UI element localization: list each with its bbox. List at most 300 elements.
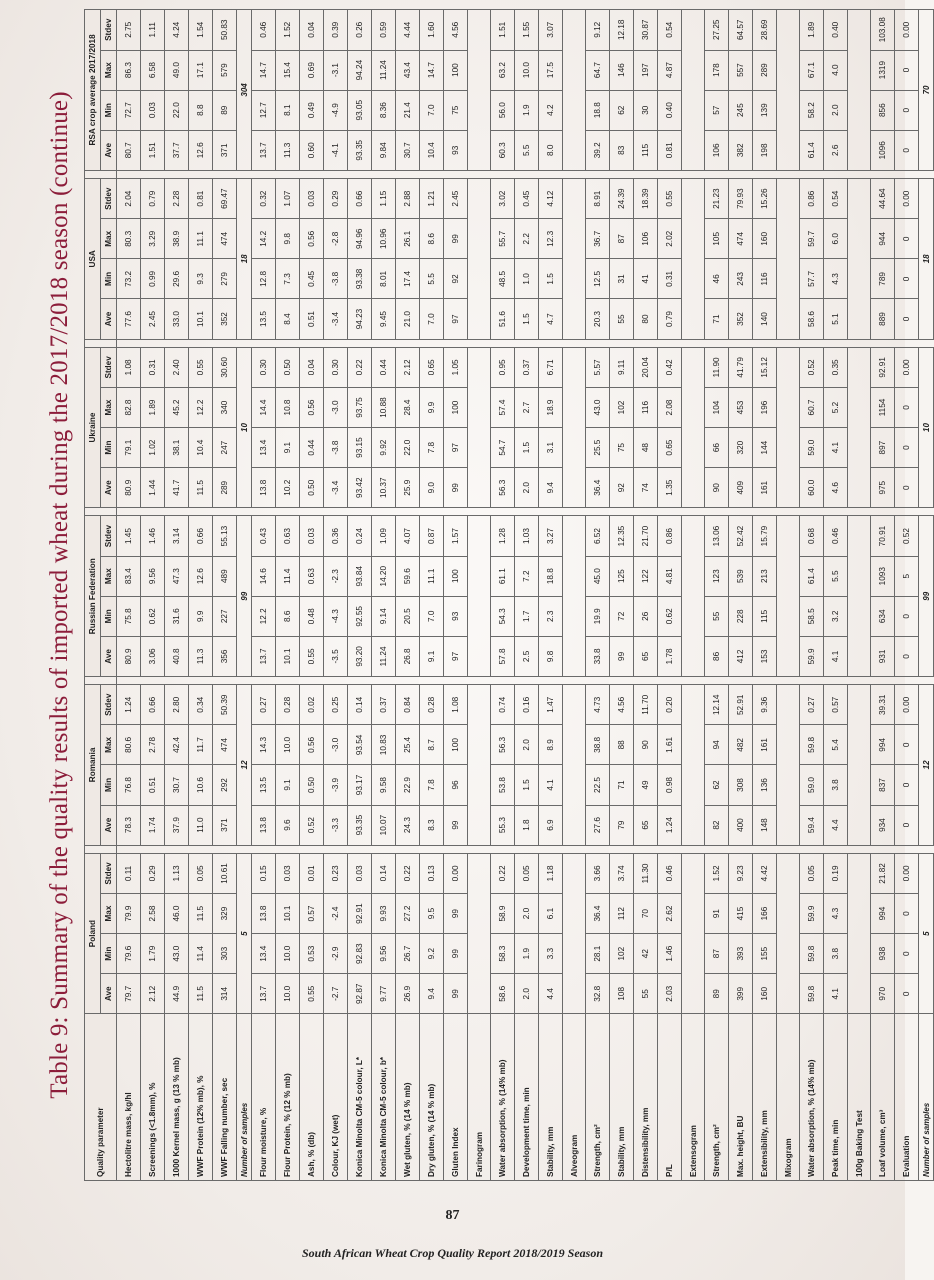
group-spacer	[419, 339, 443, 347]
value-cell: 856	[870, 90, 894, 130]
value-cell: 6.58	[140, 50, 164, 90]
value-cell: 9.77	[371, 974, 395, 1014]
section-cell	[681, 516, 704, 676]
value-cell: 60.7	[799, 387, 823, 427]
value-cell: 227	[212, 596, 236, 636]
value-cell: 57.4	[490, 387, 514, 427]
group-header: Romania	[84, 685, 100, 845]
value-cell: 79.9	[116, 894, 140, 934]
value-cell: 100	[443, 556, 467, 596]
value-cell: 634	[870, 596, 894, 636]
value-cell: 41.79	[728, 347, 752, 387]
value-cell: 1.46	[140, 516, 164, 556]
value-cell: 8.0	[538, 130, 562, 170]
value-cell: 12.2	[251, 596, 275, 636]
value-cell: 4.0	[823, 50, 847, 90]
group-spacer	[894, 508, 918, 516]
value-cell: 6.9	[538, 805, 562, 845]
value-cell: 1.61	[657, 725, 681, 765]
value-cell: 0.23	[323, 853, 347, 893]
value-cell: 104	[704, 387, 728, 427]
value-cell: 0.46	[657, 853, 681, 893]
section-cell	[467, 347, 490, 507]
value-cell: 59.8	[799, 725, 823, 765]
section-label: Alveogram	[562, 1014, 585, 1181]
value-cell: 0.15	[251, 853, 275, 893]
value-cell: 6.71	[538, 347, 562, 387]
value-cell: 0.29	[140, 853, 164, 893]
value-cell: 102	[609, 387, 633, 427]
value-cell: 3.8	[823, 934, 847, 974]
parameter-label: Water absorption, % (14% mb)	[799, 1014, 823, 1181]
value-cell: 6.52	[585, 516, 609, 556]
value-cell: 10.2	[275, 468, 299, 508]
value-cell: 9.14	[371, 596, 395, 636]
value-cell: 1.89	[799, 10, 823, 51]
samples-row	[918, 10, 933, 1181]
value-cell: 44.9	[164, 974, 188, 1014]
value-cell: 197	[633, 50, 657, 90]
value-cell: 92.91	[347, 894, 371, 934]
stat-header: Max	[100, 219, 116, 259]
value-cell: 10.83	[371, 725, 395, 765]
group-spacer	[299, 170, 323, 178]
value-cell: 4.4	[823, 805, 847, 845]
group-spacer	[514, 845, 538, 853]
value-cell: 80.9	[116, 636, 140, 676]
value-cell: 2.0	[514, 894, 538, 934]
parameter-label: Hectolitre mass, kg/hl	[116, 1014, 140, 1181]
value-cell: 27.25	[704, 10, 728, 51]
value-cell: 39.31	[870, 685, 894, 725]
group-spacer	[299, 339, 323, 347]
value-cell: 64.7	[585, 50, 609, 90]
value-cell: 49.0	[164, 50, 188, 90]
value-cell: 80.6	[116, 725, 140, 765]
group-spacer	[609, 339, 633, 347]
table-title: Table 9: Summary of the quality results of imported wheat during the 2017/2018 season (continue)	[45, 91, 73, 1099]
value-cell: 1093	[870, 556, 894, 596]
value-cell: 4.07	[395, 516, 419, 556]
stat-header: Ave	[100, 805, 116, 845]
value-cell: 89	[704, 974, 728, 1014]
value-cell: 352	[728, 299, 752, 339]
value-cell: 4.12	[538, 179, 562, 219]
value-cell: 48	[633, 428, 657, 468]
value-cell: 4.42	[752, 853, 776, 893]
value-cell: 67.1	[799, 50, 823, 90]
value-cell: 82.8	[116, 387, 140, 427]
value-cell: 0.40	[657, 90, 681, 130]
section-row	[562, 10, 585, 1181]
group-spacer	[84, 676, 116, 684]
value-cell: 13.7	[251, 636, 275, 676]
value-cell: 123	[704, 556, 728, 596]
value-cell: 0.31	[657, 259, 681, 299]
value-cell: 2.7	[514, 387, 538, 427]
value-cell: 0.30	[251, 347, 275, 387]
value-cell: 0	[894, 765, 918, 805]
section-cell	[847, 685, 870, 845]
value-cell: 74	[633, 468, 657, 508]
value-cell: 11.30	[633, 853, 657, 893]
value-cell: 196	[752, 387, 776, 427]
parameter-label: WWF Protein (12% mb), %	[188, 1014, 212, 1181]
section-cell	[681, 853, 704, 1013]
value-cell: 92	[609, 468, 633, 508]
value-cell: 0.04	[299, 347, 323, 387]
section-cell	[562, 347, 585, 507]
group-spacer	[752, 508, 776, 516]
sample-count: 10	[236, 347, 251, 507]
stat-header: Max	[100, 725, 116, 765]
value-cell: 115	[752, 596, 776, 636]
value-cell: 38.8	[585, 725, 609, 765]
value-cell: 4.24	[164, 10, 188, 51]
value-cell: 0.13	[419, 853, 443, 893]
value-cell: 0.03	[347, 853, 371, 893]
value-cell: 45.2	[164, 387, 188, 427]
value-cell: 49	[633, 765, 657, 805]
group-spacer	[562, 508, 585, 516]
value-cell: 11.24	[371, 50, 395, 90]
group-spacer	[918, 508, 933, 516]
data-row	[752, 10, 776, 1181]
group-spacer	[236, 676, 251, 684]
group-spacer	[728, 676, 752, 684]
value-cell: 0.81	[657, 130, 681, 170]
parameter-label: WWF Falling number, sec	[212, 1014, 236, 1181]
group-spacer	[562, 676, 585, 684]
value-cell: 0.57	[299, 894, 323, 934]
value-cell: 2.28	[164, 179, 188, 219]
parameter-label: Extensibility, mm	[752, 1014, 776, 1181]
value-cell: 30.87	[633, 10, 657, 51]
value-cell: 2.0	[514, 974, 538, 1014]
value-cell: 10.96	[371, 219, 395, 259]
value-cell: 2.12	[140, 974, 164, 1014]
value-cell: 1.08	[443, 685, 467, 725]
value-cell: 12.7	[251, 90, 275, 130]
parameter-label: Gluten Index	[443, 1014, 467, 1181]
value-cell: 0	[894, 428, 918, 468]
value-cell: 28.69	[752, 10, 776, 51]
value-cell: 52.91	[728, 685, 752, 725]
group-spacer	[514, 339, 538, 347]
value-cell: 279	[212, 259, 236, 299]
group-header: RSA crop average 2017/2018	[84, 10, 100, 171]
value-cell: 0	[894, 974, 918, 1014]
group-spacer	[633, 339, 657, 347]
value-cell: 0.01	[299, 853, 323, 893]
value-cell: 2.45	[443, 179, 467, 219]
value-cell: 2.80	[164, 685, 188, 725]
group-spacer	[870, 845, 894, 853]
group-spacer	[894, 339, 918, 347]
parameter-label: 1000 Kernel mass, g (13 % mb)	[164, 1014, 188, 1181]
value-cell: 59.6	[395, 556, 419, 596]
value-cell: 0.27	[799, 685, 823, 725]
value-cell: 0.62	[657, 596, 681, 636]
value-cell: 82	[704, 805, 728, 845]
value-cell: 393	[728, 934, 752, 974]
value-cell: 539	[728, 556, 752, 596]
value-cell: 931	[870, 636, 894, 676]
group-spacer	[164, 508, 188, 516]
stat-header: Ave	[100, 974, 116, 1014]
value-cell: 4.2	[538, 90, 562, 130]
value-cell: 1.60	[419, 10, 443, 51]
value-cell: 415	[728, 894, 752, 934]
group-spacer	[609, 170, 633, 178]
group-spacer	[585, 170, 609, 178]
value-cell: 7.2	[514, 556, 538, 596]
value-cell: 7.0	[419, 90, 443, 130]
value-cell: 0.48	[299, 596, 323, 636]
stat-header: Ave	[100, 636, 116, 676]
group-spacer	[140, 676, 164, 684]
group-spacer	[633, 845, 657, 853]
value-cell: 59.0	[799, 428, 823, 468]
value-cell: 45.0	[585, 556, 609, 596]
parameter-label: Evaluation	[894, 1014, 918, 1181]
group-spacer	[823, 508, 847, 516]
stat-header: Min	[100, 428, 116, 468]
group-spacer	[116, 508, 140, 516]
value-cell: 97	[443, 299, 467, 339]
value-cell: 2.78	[140, 725, 164, 765]
value-cell: 7.8	[419, 428, 443, 468]
value-cell: 50.39	[212, 685, 236, 725]
value-cell: 1.35	[657, 468, 681, 508]
group-spacer	[609, 845, 633, 853]
group-spacer	[84, 170, 116, 178]
group-spacer	[894, 676, 918, 684]
value-cell: 125	[609, 556, 633, 596]
value-cell: 837	[870, 765, 894, 805]
value-cell: 243	[728, 259, 752, 299]
value-cell: 12.18	[609, 10, 633, 51]
value-cell: -2.8	[323, 219, 347, 259]
value-cell: 0.49	[299, 90, 323, 130]
value-cell: 0.44	[371, 347, 395, 387]
value-cell: 9.1	[275, 765, 299, 805]
value-cell: 938	[870, 934, 894, 974]
value-cell: -3.8	[323, 259, 347, 299]
group-spacer	[443, 339, 467, 347]
value-cell: 58.9	[490, 894, 514, 934]
value-cell: 21.4	[395, 90, 419, 130]
value-cell: 76.8	[116, 765, 140, 805]
value-cell: 382	[728, 130, 752, 170]
value-cell: 3.66	[585, 853, 609, 893]
value-cell: 0.00	[894, 347, 918, 387]
group-spacer	[140, 845, 164, 853]
group-spacer	[562, 339, 585, 347]
value-cell: 41.7	[164, 468, 188, 508]
group-spacer	[467, 845, 490, 853]
value-cell: 0.46	[251, 10, 275, 51]
value-cell: 329	[212, 894, 236, 934]
value-cell: 1.11	[140, 10, 164, 51]
value-cell: 1.28	[490, 516, 514, 556]
value-cell: 4.4	[538, 974, 562, 1014]
value-cell: 31	[609, 259, 633, 299]
value-cell: 0.53	[299, 934, 323, 974]
group-spacer	[490, 339, 514, 347]
value-cell: 0.62	[140, 596, 164, 636]
group-spacer	[164, 845, 188, 853]
value-cell: 0.56	[299, 219, 323, 259]
group-spacer	[609, 508, 633, 516]
value-cell: 9.0	[419, 468, 443, 508]
value-cell: 26	[633, 596, 657, 636]
value-cell: 83.4	[116, 556, 140, 596]
value-cell: 1.5	[514, 299, 538, 339]
group-spacer	[275, 508, 299, 516]
group-spacer	[116, 339, 140, 347]
value-cell: 92	[443, 259, 467, 299]
group-spacer	[728, 845, 752, 853]
stat-header: Stdev	[100, 10, 116, 51]
group-spacer	[681, 508, 704, 516]
value-cell: 22.0	[164, 90, 188, 130]
value-cell: 8.36	[371, 90, 395, 130]
value-cell: 0.86	[799, 179, 823, 219]
value-cell: 0.45	[514, 179, 538, 219]
page-number: 87	[445, 1208, 460, 1223]
group-spacer	[419, 170, 443, 178]
value-cell: 57.8	[490, 636, 514, 676]
stat-header: Stdev	[100, 347, 116, 387]
section-cell	[847, 347, 870, 507]
value-cell: 1.7	[514, 596, 538, 636]
value-cell: 1.05	[443, 347, 467, 387]
value-cell: 0	[894, 725, 918, 765]
value-cell: 7.0	[419, 596, 443, 636]
value-cell: 2.0	[823, 90, 847, 130]
value-cell: 54.7	[490, 428, 514, 468]
value-cell: 86.3	[116, 50, 140, 90]
group-spacer	[419, 676, 443, 684]
value-cell: 5.5	[823, 556, 847, 596]
value-cell: 1.02	[140, 428, 164, 468]
value-cell: 80.3	[116, 219, 140, 259]
value-cell: 9.8	[538, 636, 562, 676]
value-cell: 10.61	[212, 853, 236, 893]
value-cell: 0	[894, 130, 918, 170]
value-cell: 0.14	[371, 853, 395, 893]
value-cell: 108	[609, 974, 633, 1014]
group-spacer	[514, 170, 538, 178]
value-cell: 0.40	[823, 10, 847, 51]
group-spacer	[251, 845, 275, 853]
value-cell: 3.07	[538, 10, 562, 51]
value-cell: -3.1	[323, 50, 347, 90]
section-cell	[776, 516, 799, 676]
value-cell: 2.75	[116, 10, 140, 51]
value-cell: 59.4	[799, 805, 823, 845]
value-cell: 89	[212, 90, 236, 130]
group-spacer	[633, 170, 657, 178]
value-cell: 975	[870, 468, 894, 508]
value-cell: -2.7	[323, 974, 347, 1014]
value-cell: 59.8	[799, 934, 823, 974]
value-cell: 9.8	[275, 219, 299, 259]
value-cell: 0.52	[299, 805, 323, 845]
stat-header: Min	[100, 259, 116, 299]
group-spacer	[681, 676, 704, 684]
group-spacer	[236, 170, 251, 178]
group-spacer	[657, 508, 681, 516]
value-cell: 1.78	[657, 636, 681, 676]
value-cell: 228	[728, 596, 752, 636]
section-label: Extensogram	[681, 1014, 704, 1181]
value-cell: 100	[443, 50, 467, 90]
value-cell: 213	[752, 556, 776, 596]
value-cell: 0.99	[140, 259, 164, 299]
value-cell: 3.27	[538, 516, 562, 556]
value-cell: 24.3	[395, 805, 419, 845]
value-cell: 1.21	[419, 179, 443, 219]
value-cell: 579	[212, 50, 236, 90]
section-cell	[776, 347, 799, 507]
value-cell: 11.1	[188, 219, 212, 259]
value-cell: 46.0	[164, 894, 188, 934]
section-label: Farinogram	[467, 1014, 490, 1181]
value-cell: 93.20	[347, 636, 371, 676]
sample-count: 12	[918, 685, 933, 845]
value-cell: 0	[894, 259, 918, 299]
value-cell: 9.2	[419, 934, 443, 974]
value-cell: 12.8	[251, 259, 275, 299]
value-cell: 0.11	[116, 853, 140, 893]
value-cell: 557	[728, 50, 752, 90]
group-spacer	[299, 508, 323, 516]
parameter-label: Stability, mm	[609, 1014, 633, 1181]
value-cell: 10.0	[275, 934, 299, 974]
value-cell: -3.9	[323, 765, 347, 805]
group-spacer	[164, 676, 188, 684]
value-cell: 934	[870, 805, 894, 845]
group-spacer	[538, 676, 562, 684]
group-spacer	[84, 508, 116, 516]
group-header: Russian Federation	[84, 516, 100, 676]
data-row	[212, 10, 236, 1181]
group-spacer	[443, 170, 467, 178]
value-cell: 0.65	[657, 428, 681, 468]
value-cell: 0.37	[371, 685, 395, 725]
group-spacer	[585, 845, 609, 853]
value-cell: 93.54	[347, 725, 371, 765]
group-spacer	[395, 508, 419, 516]
value-cell: 12.14	[704, 685, 728, 725]
value-cell: 88	[609, 725, 633, 765]
value-cell: 8.9	[538, 725, 562, 765]
value-cell: 11.0	[188, 805, 212, 845]
value-cell: 100	[443, 725, 467, 765]
value-cell: 4.1	[823, 974, 847, 1014]
value-cell: 8.7	[419, 725, 443, 765]
value-cell: 5	[894, 556, 918, 596]
group-spacer	[395, 339, 419, 347]
data-row	[490, 10, 514, 1181]
group-header: Poland	[84, 853, 100, 1013]
value-cell: 33.0	[164, 299, 188, 339]
value-cell: 9.45	[371, 299, 395, 339]
value-cell: 70	[633, 894, 657, 934]
parameter-label: Flour moisture, %	[251, 1014, 275, 1181]
